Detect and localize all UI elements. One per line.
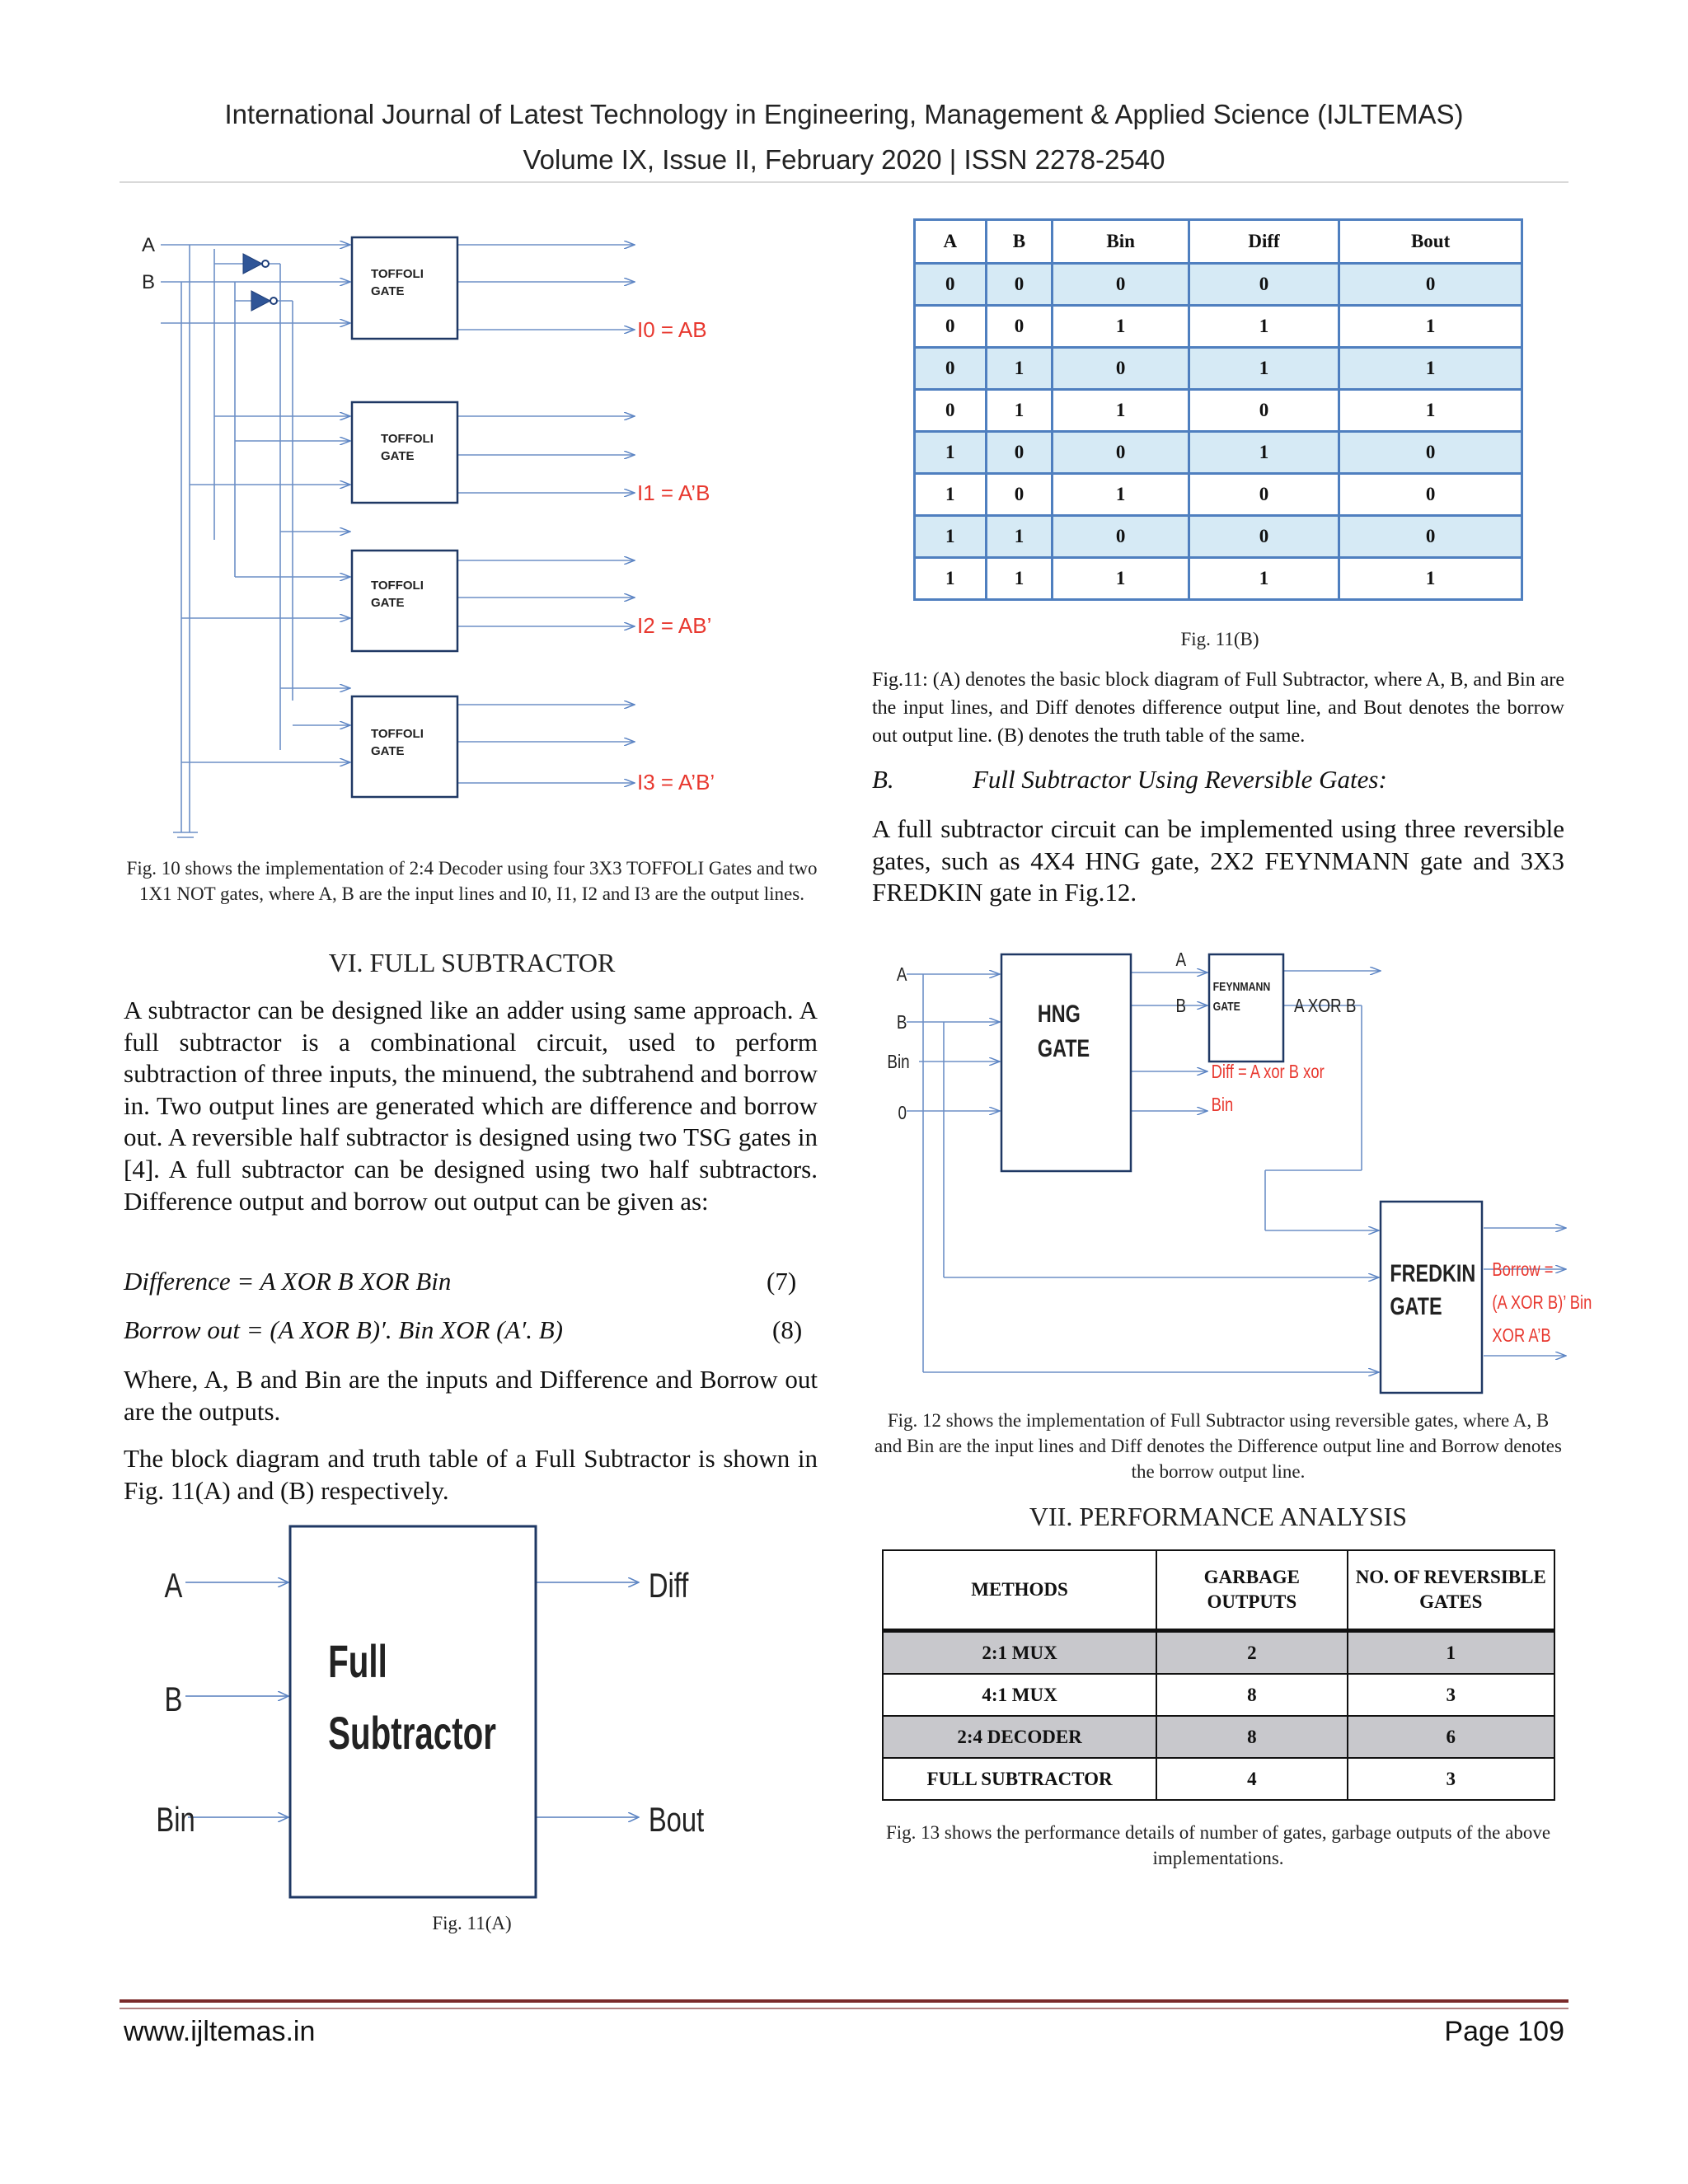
fredkin-title-line2: GATE <box>1390 1292 1442 1320</box>
fig11-description: Fig.11: (A) denotes the basic block diagram of Full Subtractor, where A, B, and Bin are the input lines, and Diff denotes difference output line, and Bout denotes the borrow out output line. (B) denotes the truth table of the same. <box>872 669 1564 747</box>
section-vi-where: Where, A, B and Bin are the inputs and Difference and Borrow out are the outputs. <box>124 1365 818 1426</box>
performance-cell: 2 <box>1156 1631 1347 1675</box>
fig11b-caption: Fig. 11(B) <box>1180 629 1259 649</box>
gate-label: GATE <box>371 596 405 610</box>
table-row <box>915 390 1522 432</box>
feynmann-title-line1: FEYNMANN <box>1212 979 1271 994</box>
diff-output-line1: Diff = A xor B xor <box>1211 1062 1325 1083</box>
feynmann-output: A XOR B <box>1294 996 1357 1017</box>
section-vi-block-intro: The block diagram and truth table of a Full Subtractor is shown in Fig. 11(A) and (B) respectively. <box>124 1444 818 1505</box>
truth-table-cell: 1 <box>915 474 987 516</box>
truth-table-cell: 1 <box>986 558 1053 600</box>
truth-table-cell: 1 <box>1053 390 1189 432</box>
performance-header: GARBAGE OUTPUTS <box>1156 1550 1347 1631</box>
truth-table-cell: 0 <box>1339 474 1522 516</box>
truth-table-cell: 0 <box>1339 432 1522 474</box>
full-subtractor-block-diagram <box>148 1516 725 1904</box>
equation-7-number: (7) <box>767 1267 797 1296</box>
gate-label: GATE <box>371 744 405 758</box>
truth-table <box>913 218 1523 601</box>
table-row <box>883 1674 1554 1716</box>
performance-cell: 4:1 MUX <box>883 1674 1156 1716</box>
section-vi-title: VI. FULL SUBTRACTOR <box>328 948 616 977</box>
table-row <box>915 348 1522 390</box>
truth-table-cell: 0 <box>915 390 987 432</box>
input-zero-label: 0 <box>898 1103 907 1124</box>
truth-table-cell: 0 <box>1053 516 1189 558</box>
footer-rule-thin <box>120 2008 1568 2009</box>
output-i1: I1 = A’B <box>637 480 710 505</box>
not-gate-icon <box>243 254 262 274</box>
truth-table-header: Bout <box>1339 220 1522 264</box>
equation-7: Difference = A XOR B XOR Bin <box>124 1267 452 1296</box>
truth-table-header: B <box>986 220 1053 264</box>
hng-title-line2: GATE <box>1037 1034 1090 1062</box>
input-a-label: A <box>896 964 907 986</box>
truth-table-cell: 0 <box>915 348 987 390</box>
truth-table-cell: 0 <box>1189 390 1339 432</box>
truth-table-cell: 1 <box>1189 558 1339 600</box>
truth-table-cell: 1 <box>986 516 1053 558</box>
truth-table-cell: 1 <box>1339 558 1522 600</box>
truth-table-cell: 0 <box>1053 348 1189 390</box>
input-b-label: B <box>164 1680 183 1718</box>
performance-cell: 2:4 DECODER <box>883 1716 1156 1758</box>
toffoli-gate-4 <box>352 696 457 797</box>
truth-table-cell: 1 <box>986 348 1053 390</box>
truth-table-cell: 0 <box>986 432 1053 474</box>
input-a-label: A <box>164 1566 183 1605</box>
borrow-output-line3: XOR A’B <box>1492 1325 1551 1347</box>
truth-table-cell: 0 <box>986 474 1053 516</box>
subsection-b-label: B. <box>872 765 894 794</box>
section-vii-title: VII. PERFORMANCE ANALYSIS <box>1029 1502 1408 1531</box>
footer-page-number: Page 109 <box>1444 2016 1564 2047</box>
table-row <box>915 306 1522 348</box>
truth-table-cell: 0 <box>1053 264 1189 306</box>
truth-table-cell: 0 <box>986 264 1053 306</box>
decoder-diagram <box>124 223 824 857</box>
performance-cell: FULL SUBTRACTOR <box>883 1758 1156 1800</box>
table-row <box>915 516 1522 558</box>
truth-table-header: Bin <box>1053 220 1189 264</box>
table-row <box>883 1758 1554 1800</box>
table-row <box>915 432 1522 474</box>
performance-cell: 3 <box>1348 1674 1554 1716</box>
performance-header: METHODS <box>883 1550 1156 1631</box>
gate-label: TOFFOLI <box>371 579 424 593</box>
subsection-b-title: Full Subtractor Using Reversible Gates: <box>973 765 1387 794</box>
fig13-caption: Fig. 13 shows the performance details of number of gates, garbage outputs of the above implementations. <box>885 1822 1551 1868</box>
table-row <box>915 264 1522 306</box>
table-row <box>915 558 1522 600</box>
truth-table-cell: 1 <box>1189 306 1339 348</box>
performance-cell: 4 <box>1156 1758 1347 1800</box>
input-b-label: B <box>896 1012 907 1033</box>
performance-cell: 8 <box>1156 1716 1347 1758</box>
equation-8-number: (8) <box>772 1315 803 1344</box>
truth-table-cell: 0 <box>915 306 987 348</box>
performance-cell: 6 <box>1348 1716 1554 1758</box>
truth-table-cell: 1 <box>1053 558 1189 600</box>
truth-table-cell: 0 <box>986 306 1053 348</box>
truth-table-cell: 0 <box>1339 264 1522 306</box>
block-title-line1: Full <box>328 1636 387 1688</box>
journal-issue: Volume IX, Issue II, February 2020 | ISSN 2278-2540 <box>523 144 1165 175</box>
block-title-line2: Subtractor <box>328 1708 496 1760</box>
gate-label: TOFFOLI <box>371 727 424 741</box>
gate-label: GATE <box>381 449 415 463</box>
feynmann-title-line2: GATE <box>1212 999 1240 1014</box>
truth-table-cell: 1 <box>986 390 1053 432</box>
diff-output-line2: Bin <box>1211 1094 1234 1116</box>
footer-rule-thick <box>120 1999 1568 2003</box>
truth-table-cell: 1 <box>1339 306 1522 348</box>
gate-label: TOFFOLI <box>371 267 424 281</box>
hng-title-line1: HNG <box>1037 1000 1081 1028</box>
journal-title: International Journal of Latest Technology in Engineering, Management & Applied Science (IJLTEMAS) <box>224 99 1464 129</box>
performance-cell: 1 <box>1348 1631 1554 1675</box>
truth-table-cell: 0 <box>1339 516 1522 558</box>
toffoli-gate-3 <box>352 551 457 651</box>
truth-table-cell: 0 <box>1053 432 1189 474</box>
truth-table-cell: 1 <box>1053 306 1189 348</box>
table-row <box>915 474 1522 516</box>
truth-table-cell: 0 <box>1189 516 1339 558</box>
output-diff-label: Diff <box>648 1566 689 1605</box>
truth-table-cell: 1 <box>915 432 987 474</box>
performance-cell: 2:1 MUX <box>883 1631 1156 1675</box>
borrow-output-line1: Borrow = <box>1492 1259 1554 1281</box>
truth-table-header: A <box>915 220 987 264</box>
fig11a-caption: Fig. 11(A) <box>432 1913 512 1933</box>
feynmann-input-a: A <box>1175 949 1187 971</box>
performance-cell: 3 <box>1348 1758 1554 1800</box>
not-gate-icon <box>251 291 270 311</box>
input-a-label: A <box>142 234 156 256</box>
equation-8: Borrow out = (A XOR B)′. Bin XOR (A′. B) <box>124 1315 563 1344</box>
hng-gate <box>1001 954 1131 1171</box>
performance-header: NO. OF REVERSIBLE GATES <box>1348 1550 1554 1631</box>
input-bin-label: Bin <box>156 1800 195 1839</box>
input-bin-label: Bin <box>887 1052 910 1073</box>
truth-table-cell: 1 <box>1189 348 1339 390</box>
subsection-b-paragraph: A full subtractor circuit can be implemented using three reversible gates, such as 4X4 HNG gate, 2X2 FEYNMANN gate and 3X3 FREDKIN gate in Fig.12. <box>872 814 1564 907</box>
table-row <box>883 1716 1554 1758</box>
performance-cell: 8 <box>1156 1674 1347 1716</box>
section-vi-paragraph: A subtractor can be designed like an adder using same approach. A full subtractor is a combinational circuit, used to perform subtraction of three inputs, the minuend, the subtrahend and borrow in. Two output lines are generated which are difference and borrow out. A reversible half subtractor is designed using two TSG gates in [4]. A full subtractor can be designed using two half subtractors. Difference output and borrow out output can be given as: <box>124 996 818 1216</box>
fredkin-title-line1: FREDKIN <box>1390 1259 1476 1287</box>
truth-table-cell: 1 <box>915 558 987 600</box>
fig10-caption: Fig. 10 shows the implementation of 2:4 Decoder using four 3X3 TOFFOLI Gates and two 1X1 NOT gates, where A, B are the input lines and I0, I1, I2 and I3 are the output lines. <box>126 858 818 904</box>
truth-table-header: Diff <box>1189 220 1339 264</box>
toffoli-gate-1 <box>352 237 457 339</box>
truth-table-cell: 0 <box>915 264 987 306</box>
input-b-label: B <box>142 271 156 293</box>
borrow-output-line2: (A XOR B)’ Bin <box>1492 1292 1592 1314</box>
truth-table-cell: 1 <box>1339 348 1522 390</box>
fig12-caption: Fig. 12 shows the implementation of Full Subtractor using reversible gates, where A, B and Bin are the input lines and Diff denotes the Difference output line and Borrow denotes the borrow output line. <box>874 1410 1562 1482</box>
performance-table <box>882 1549 1555 1801</box>
truth-table-cell: 0 <box>1189 474 1339 516</box>
gate-label: GATE <box>371 284 405 298</box>
truth-table-cell: 0 <box>1189 264 1339 306</box>
output-bout-label: Bout <box>648 1800 705 1839</box>
gate-label: TOFFOLI <box>381 432 434 446</box>
output-i2: I2 = AB’ <box>637 613 712 638</box>
feynmann-input-b: B <box>1175 996 1187 1017</box>
output-i3: I3 = A’B’ <box>637 770 715 794</box>
header-divider <box>120 181 1568 183</box>
full-subtractor-reversible-diagram <box>874 940 1615 1401</box>
truth-table-cell: 1 <box>915 516 987 558</box>
table-row <box>883 1631 1554 1675</box>
output-i0: I0 = AB <box>637 317 707 342</box>
truth-table-cell: 1 <box>1053 474 1189 516</box>
truth-table-cell: 1 <box>1339 390 1522 432</box>
footer-website: www.ijltemas.in <box>124 2016 316 2047</box>
truth-table-cell: 1 <box>1189 432 1339 474</box>
